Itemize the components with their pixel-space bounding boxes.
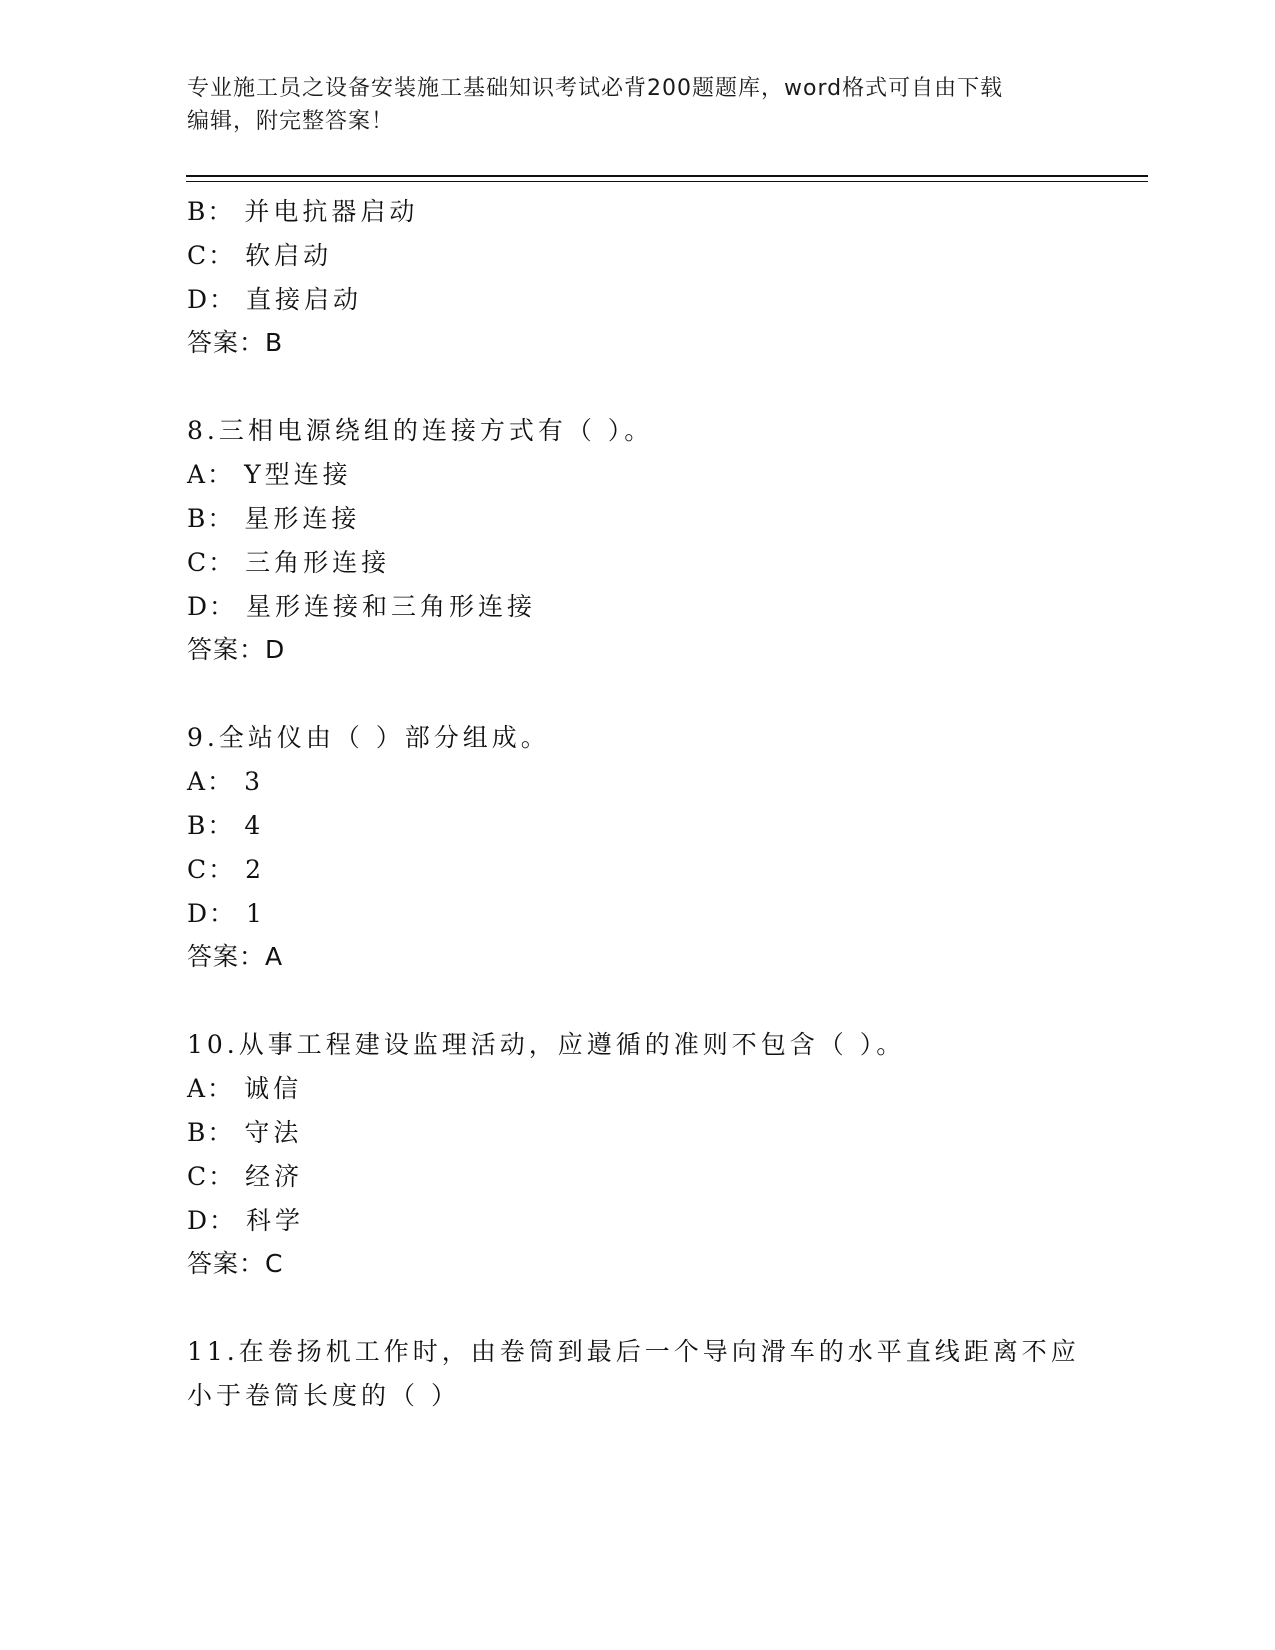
option-text: 2 [245, 855, 266, 884]
option-label: D： [187, 285, 237, 314]
option-text: 星形连接 [244, 504, 361, 533]
option-text: 3 [244, 767, 264, 796]
option-text: 软启动 [245, 241, 333, 270]
header-line-2: 编辑，附完整答案！ [187, 109, 395, 134]
q9-question: 9.全站仪由（ ）部分组成。 [187, 723, 550, 752]
q8-option-a [187, 455, 352, 491]
option-label: A： [187, 1074, 235, 1103]
option-label: C： [187, 1162, 236, 1191]
option-label: A： [187, 460, 235, 489]
option-label: C： [187, 548, 236, 577]
option-text: 星形连接和三角形连接 [246, 592, 537, 621]
q8-option-c [187, 543, 390, 579]
q11-question-line-2: 小于卷筒长度的（ ） [187, 1381, 460, 1410]
header-line-1: 专业施工员之设备安装施工基础知识考试必背200题题库，word格式可自由下载 [187, 76, 1004, 101]
option-label: A： [187, 767, 235, 796]
q9-option-d [187, 894, 266, 930]
option-label: B： [187, 197, 235, 226]
option-label: D： [187, 899, 237, 928]
q9-option-b [187, 806, 264, 842]
q10-option-b [187, 1113, 302, 1149]
q7-answer: 答案：B [187, 328, 284, 357]
option-text: 诚信 [244, 1074, 303, 1103]
option-label: B： [187, 811, 235, 840]
document-header [187, 72, 1087, 138]
option-text: 4 [244, 811, 265, 840]
option-label: B： [187, 1118, 235, 1147]
q9-option-a [187, 762, 264, 798]
option-text: 守法 [244, 1118, 303, 1147]
q8-question: 8.三相电源绕组的连接方式有（ ）。 [187, 416, 654, 445]
q8-option-b [187, 499, 360, 535]
q8-answer: 答案：D [187, 635, 286, 664]
option-label: B： [187, 504, 235, 533]
q10-option-c [187, 1157, 303, 1193]
q7-option-c [187, 236, 332, 272]
q10-option-a [187, 1069, 302, 1105]
option-text: 直接启动 [246, 285, 363, 314]
q10-option-d [187, 1201, 304, 1237]
q10-question: 10.从事工程建设监理活动，应遵循的准则不包含（ ）。 [187, 1030, 906, 1059]
option-label: D： [187, 1206, 237, 1235]
option-text: 并电抗器启动 [244, 197, 419, 226]
option-text: 1 [246, 899, 266, 928]
option-text: 经济 [245, 1162, 304, 1191]
option-text: 科学 [246, 1206, 305, 1235]
header-rule-thick [186, 175, 1148, 177]
q8-option-d [187, 587, 536, 623]
q11-question-line-1: 11.在卷扬机工作时，由卷筒到最后一个导向滑车的水平直线距离不应 [187, 1337, 1080, 1366]
q7-option-b [187, 192, 418, 228]
option-label: D： [187, 592, 237, 621]
option-label: C： [187, 855, 236, 884]
q9-answer: 答案：A [187, 942, 284, 971]
q10-answer: 答案：C [187, 1249, 284, 1278]
header-rule-thin [186, 181, 1148, 182]
option-label: C： [187, 241, 236, 270]
option-text: 三角形连接 [245, 548, 391, 577]
option-text: Y型连接 [244, 460, 352, 489]
q7-option-d [187, 280, 362, 316]
q9-option-c [187, 850, 265, 886]
